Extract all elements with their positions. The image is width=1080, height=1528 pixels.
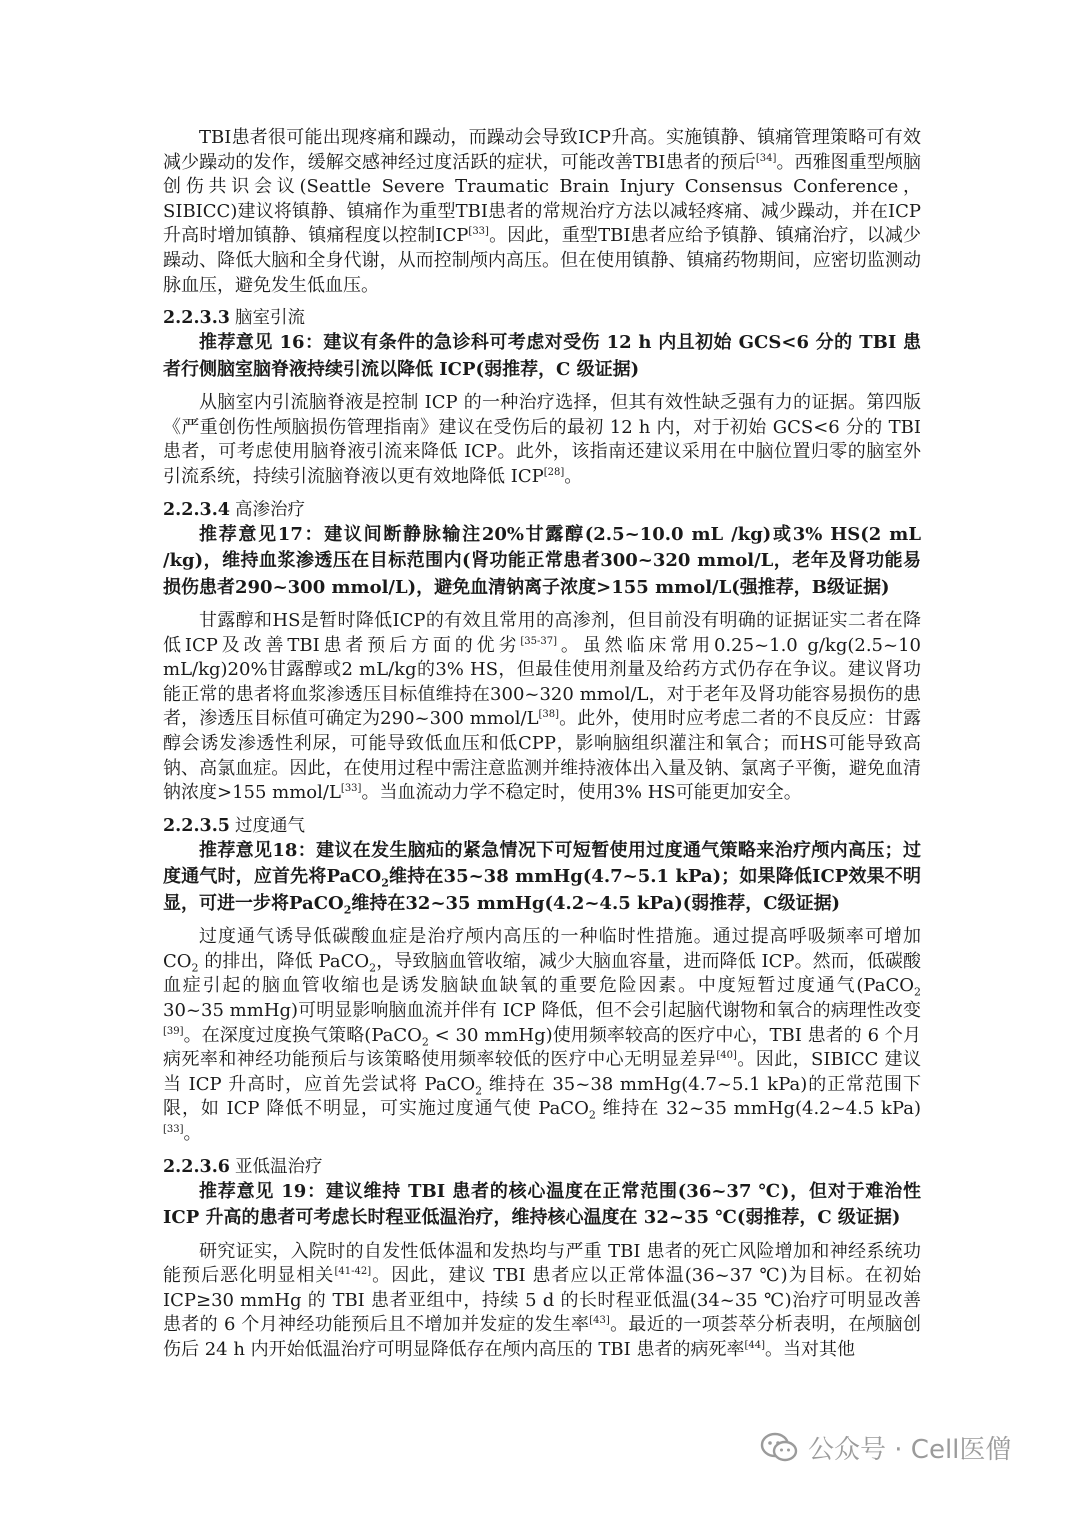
paragraph-text: < 30 mmHg)使用频率较高的医疗中心，TBI 患者的 6 个月病死率和神经功能预后与该策略使用频率较低的医疗中心无明显差异 (163, 1024, 921, 1071)
recommendation-17: 推荐意见17：建议间断静脉输注20%甘露醇(2.5~10.0 mL /kg)或3% HS(2 mL /kg)，维持血浆渗透压在目标范围内(肾功能正常患者300~320 mmol/L，老年及肾功能易损伤患者290~300 mmol/L)，避免血清钠离子浓度>155 mmol/L(强推荐，B级证据) (163, 523, 921, 598)
paragraph-temperature (163, 1240, 921, 1363)
wechat-icon (760, 1432, 798, 1464)
subscript: 2 (421, 1035, 429, 1049)
section-title: 亚低温治疗 (235, 1156, 323, 1177)
citation: [41-42] (334, 1266, 372, 1278)
paragraph-text: ，导致脑血管收缩，减少大脑血容量，进而降低 ICP。然而，低碳酸血症引起的脑血管收缩也是诱发脑缺血缺氧的重要危险因素。中度短暂过度通气(PaCO (163, 950, 921, 997)
paragraph-text: 。因此，SIBICC 建议当 ICP 升高时，应首先尝试将 PaCO (163, 1049, 921, 1095)
section-number: 2.2.3.6 (163, 1156, 230, 1177)
recommendation-text: 维持在35~38 mmHg(4.7~5.1 kPa)；如果降低ICP效果不明显，可进一步将PaCO (163, 866, 921, 914)
paragraph-text: 维持在 32~35 mmHg(4.2~4.5 kPa) (595, 1098, 921, 1120)
subscript: 2 (588, 1109, 596, 1123)
section-heading-hypothermia (163, 1155, 921, 1179)
paragraph-text: 。最近的一项荟萃分析表明，在颅脑创伤后 24 h 内开始低温治疗可明显降低存在颅内高压的 TBI 患者的病死率 (163, 1314, 921, 1360)
paragraph-text: 。虽然临床常用0.25~1.0 g/kg(2.5~10 mL/kg)20%甘露醇或2 mL/kg的3% HS，但最佳使用剂量及给药方式仍存在争议。建议肾功能正常的患者将血浆渗透压目标值维持在300~320 mmol/L，对于老年及肾功能容易损伤的患者，渗透压目标值可确定为290~300 mmol/L (163, 634, 921, 730)
citation: [34] (755, 152, 777, 164)
citation: [39] (163, 1025, 184, 1037)
subscript: 2 (381, 876, 389, 890)
recommendation-16: 推荐意见 16：建议有条件的急诊科可考虑对受伤 12 h 内且初始 GCS<6 分的 TBI 患者行侧脑室脑脊液持续引流以降低 ICP(弱推荐，C 级证据) (163, 332, 921, 380)
citation: [33] (163, 1124, 184, 1136)
paragraph-text: 。因此，重型TBI患者应给予镇静、镇痛治疗，以减少躁动、降低大脑和全身代谢，从而控制颅内高压。但在使用镇静、镇痛药物期间，应密切监测动脉血压，避免发生低血压。 (163, 225, 922, 296)
recommendation-text: 推荐意见18：建议在发生脑疝的紧急情况下可短暂使用过度通气策略来治疗颅内高压；过度通气时，应首先将PaCO (163, 839, 921, 888)
document-page (163, 126, 921, 1363)
citation: [33] (340, 783, 362, 795)
paragraph-text: 。 (564, 465, 583, 487)
citation: [33] (468, 226, 489, 238)
paragraph-csf-drainage (163, 391, 921, 489)
section-heading-hyperosmolar-therapy (163, 498, 921, 522)
section-number: 2.2.3.5 (163, 815, 230, 836)
paragraph-text: 。在深度过度换气策略(PaCO (183, 1024, 422, 1046)
paragraph-text: 30~35 mmHg)可明显影响脑血流并伴有 ICP 降低，但不会引起脑代谢物和氧合的病理性改变 (163, 1000, 921, 1022)
section-title: 高渗治疗 (235, 499, 305, 520)
citation: [35-37] (520, 635, 558, 647)
citation: [44] (744, 1340, 765, 1351)
paragraph-mannitol-hs (163, 609, 921, 806)
paragraph-text: 。因此，建议 TBI 患者应以正常体温(36~37 ℃)为目标。在初始 ICP≥30 mmHg 的 TBI 患者亚组中，持续 5 d 的长时程亚低温(34~35 ℃)治疗可明显改善患者的 6 个月神经功能预后且不增加并发症的发生率 (163, 1265, 922, 1336)
paragraph-text: 。此外，使用时应考虑二者的不良反应：甘露醇会诱发渗透性利尿，可能导致低血压和低CPP，影响脑组织灌注和氧合；而HS可能导致高钠、高氯血症。因此，在使用过程中需注意监测并维持液体出入量及钠、氯离子平衡，避免血清钠浓度>155 mmol/L (163, 708, 922, 804)
subscript: 2 (343, 903, 352, 917)
citation: [28] (543, 466, 565, 478)
paragraph-text: 。当对其他 (764, 1339, 855, 1360)
section-title: 脑室引流 (235, 308, 305, 329)
paragraph-text: 。当血流动力学不稳定时，使用3% HS可能更加安全。 (361, 782, 802, 804)
section-heading-hyperventilation (163, 814, 921, 838)
citation: [38] (538, 709, 560, 721)
paragraph-text: TBI患者很可能出现疼痛和躁动，而躁动会导致ICP升高。实施镇静、镇痛管理策略可有效减少躁动的发作，缓解交感神经过度活跃的症状，可能改善TBI患者的预后 (163, 127, 921, 173)
paragraph-text: 研究证实，入院时的自发性低体温和发热均与严重 TBI 患者的死亡风险增加和神经系统功能预后恶化明显相关 (163, 1240, 921, 1287)
recommendation-text: 维持在32~35 mmHg(4.2~4.5 kPa)(弱推荐，C级证据) (351, 892, 841, 914)
section-heading-ventricular-drainage (163, 306, 921, 330)
paragraph-text: 。 (183, 1123, 202, 1145)
citation: [43] (589, 1315, 610, 1327)
paragraph-hypocapnia (163, 925, 921, 1146)
subscript: 2 (369, 961, 377, 975)
paragraph-sedation (163, 126, 921, 298)
watermark (760, 1429, 1011, 1466)
watermark-text: 公众号 · Cell医僧 (808, 1435, 1012, 1465)
citation: [40] (716, 1050, 737, 1062)
section-title: 过度通气 (235, 815, 305, 836)
paragraph-text: 过度通气诱导低碳酸血症是治疗颅内高压的一种临时性措施。通过提高呼吸频率可增加 CO (163, 926, 921, 972)
section-number: 2.2.3.3 (163, 308, 230, 329)
paragraph-text: 从脑室内引流脑脊液是控制 ICP 的一种治疗选择，但其有效性缺乏强有力的证据。第四版《严重创伤性颅脑损伤管理指南》建议在受伤后的最初 12 h 内，对于初始 GCS<6 分的 TBI 患者，可考虑使用脑脊液引流来降低 ICP。此外，该指南还建议采用在中脑位置归零的脑室外引流系统，持续引流脑脊液以更有效地降低 ICP (163, 392, 921, 487)
recommendation-18 (163, 838, 921, 918)
subscript: 2 (191, 961, 199, 975)
recommendation-19: 推荐意见 19：建议维持 TBI 患者的核心温度在正常范围(36~37 ℃)，但对于难治性 ICP 升高的患者可考虑长时程亚低温治疗，维持核心温度在 32~35 ℃(弱推荐，C 级证据) (163, 1180, 921, 1229)
paragraph-text: 的排出，降低 PaCO (198, 950, 370, 972)
paragraph-text: 。西雅图重型颅脑创伤共识会议(Seattle Severe Traumatic Brain Injury Consensus Conference，SIBICC)建议将镇静、镇痛作为重型TBI患者的常规治疗方法以减轻疼痛、减少躁动，并在ICP升高时增加镇静、镇痛程度以控制ICP (163, 151, 921, 247)
paragraph-text: 甘露醇和HS是暂时降低ICP的有效且常用的高渗剂，但目前没有明确的证据证实二者在降低ICP及改善TBI患者预后方面的优劣 (163, 610, 921, 656)
subscript: 2 (914, 986, 921, 1000)
paragraph-text: 维持在 35~38 mmHg(4.7~5.1 kPa)的正常范围下限，如 ICP 降低不明显，可实施过度通气使 PaCO (163, 1073, 921, 1120)
subscript: 2 (475, 1084, 483, 1098)
section-number: 2.2.3.4 (163, 499, 230, 520)
